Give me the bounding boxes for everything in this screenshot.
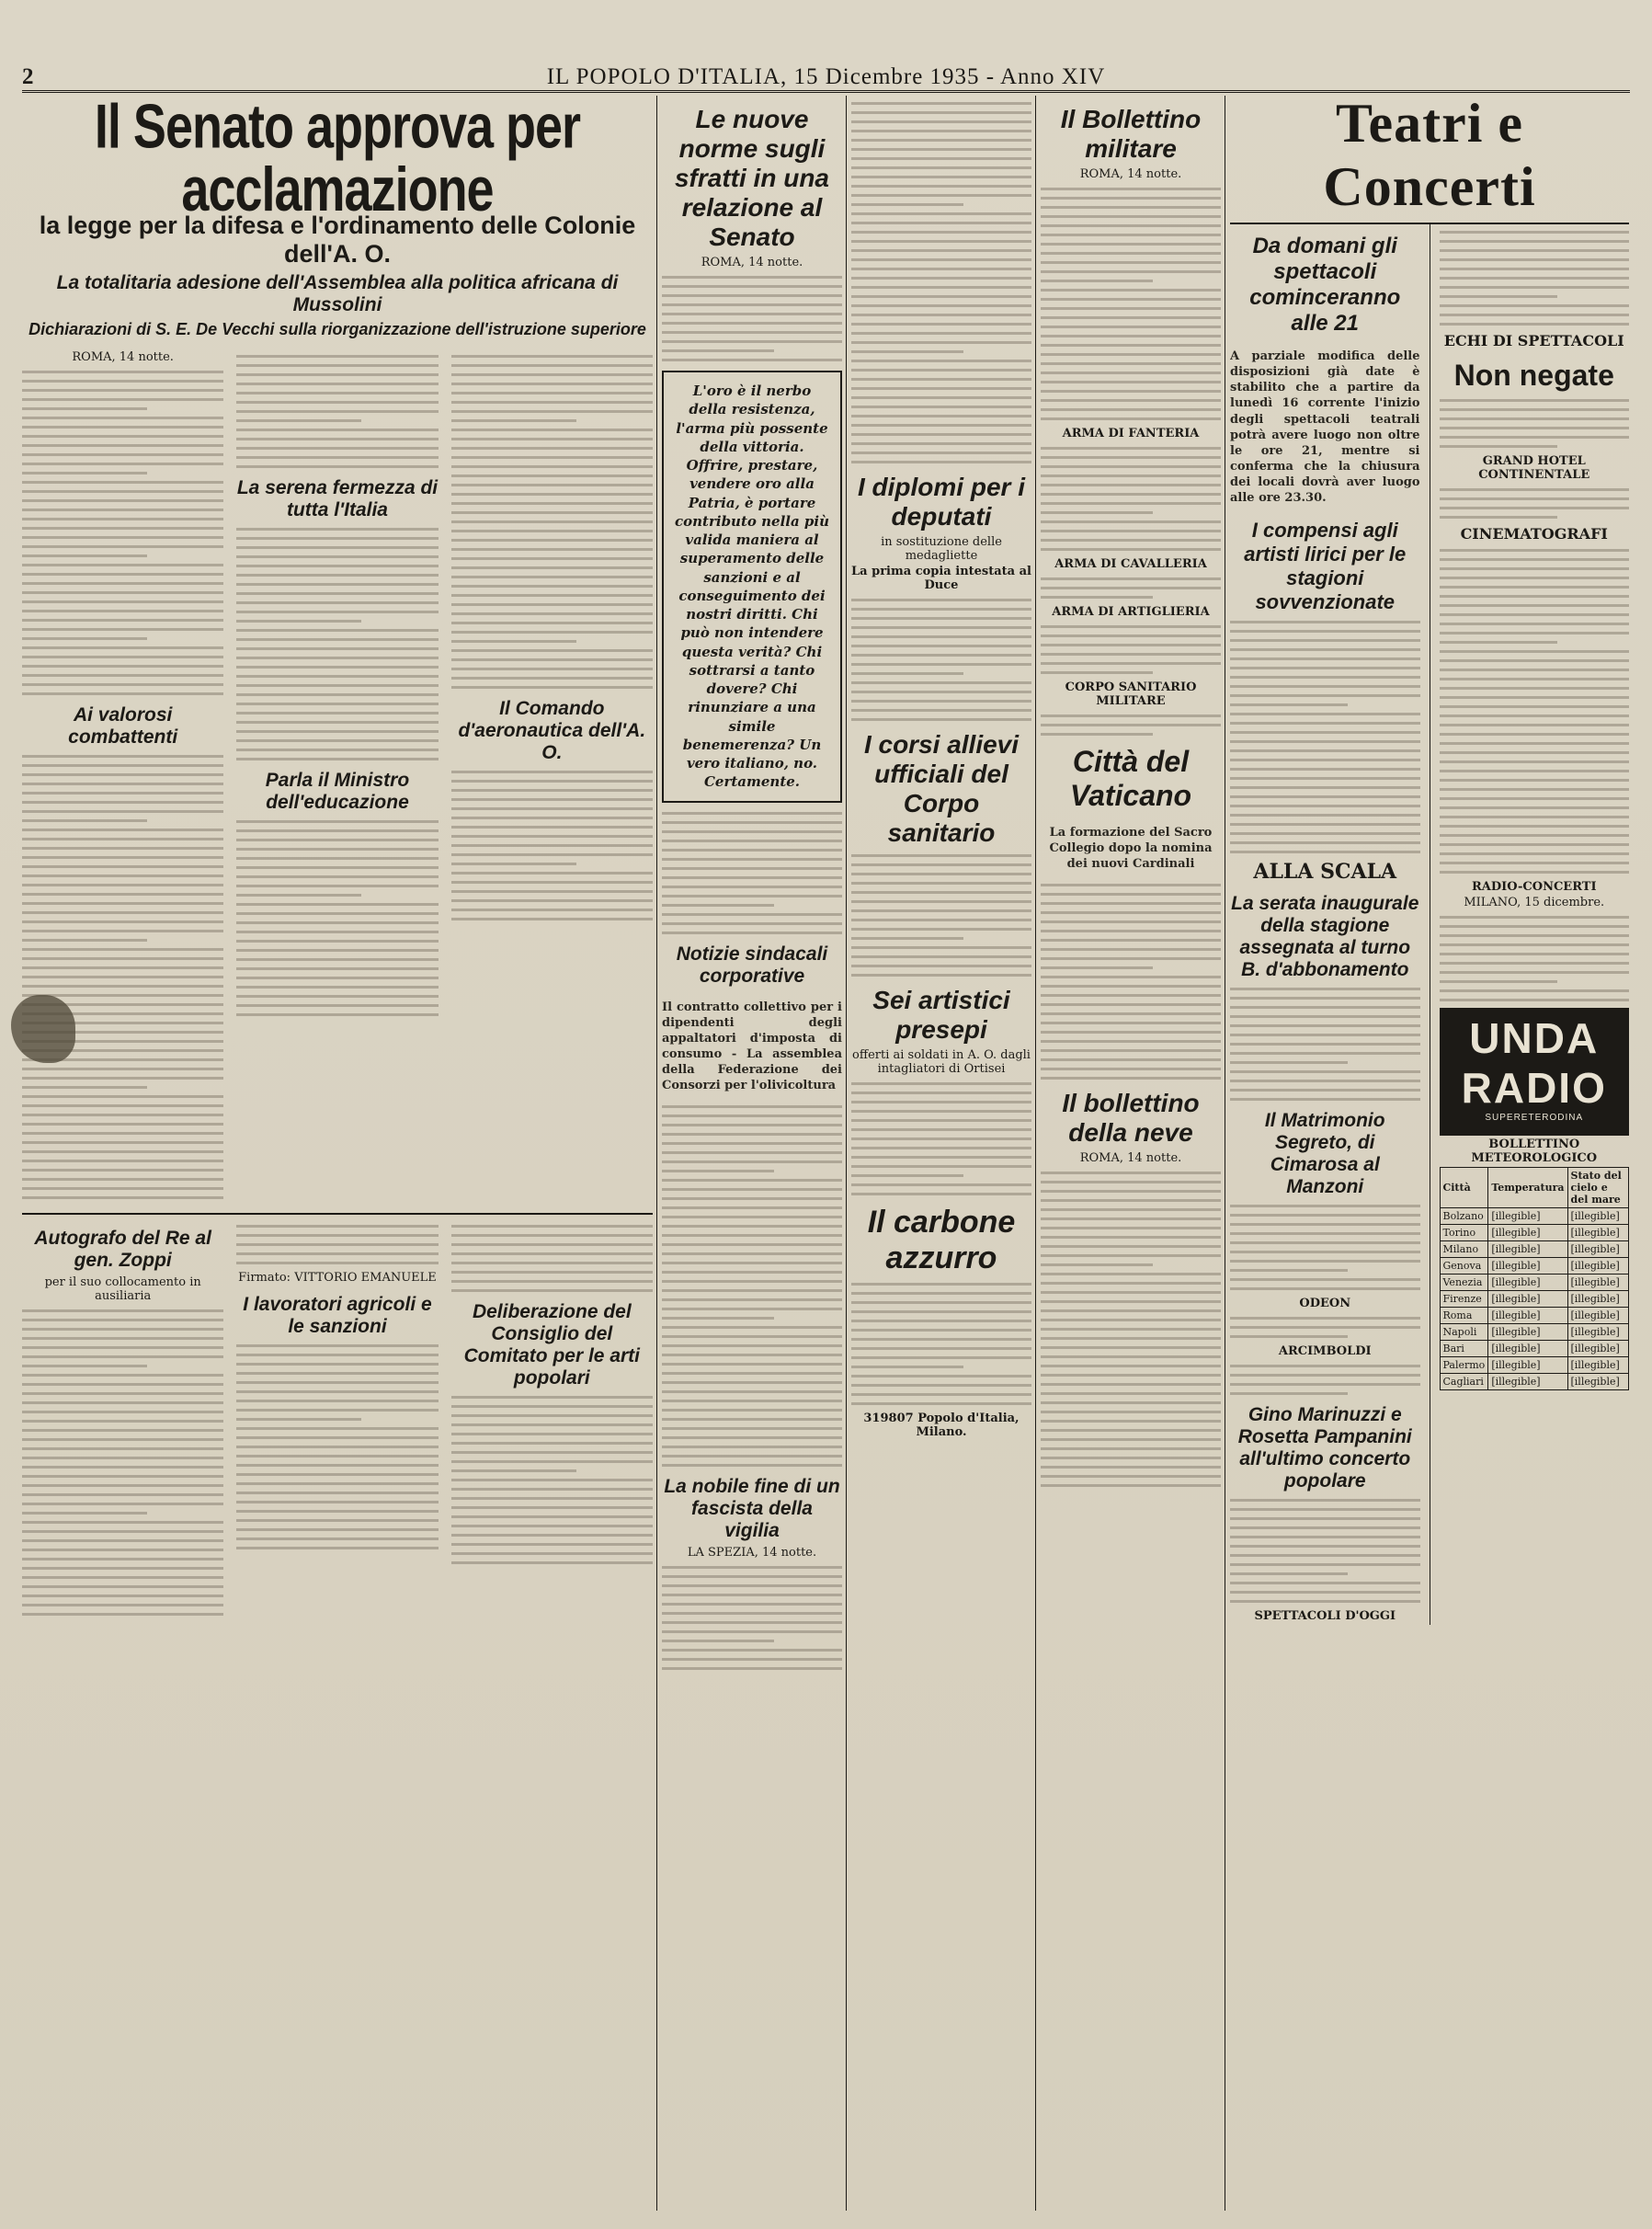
article-text-block bbox=[451, 355, 653, 689]
vaticano-title: Città del Vaticano bbox=[1069, 745, 1192, 812]
serata-title: La serata inaugurale della stagione assegnata al turno B. d'abbonamento bbox=[1231, 892, 1419, 980]
meteo-cell: Genova bbox=[1440, 1258, 1488, 1275]
meteo-cell: Milano bbox=[1440, 1241, 1488, 1258]
article-text-block bbox=[851, 102, 1031, 463]
meteo-cell: [illegible] bbox=[1488, 1291, 1567, 1308]
article-text-block bbox=[236, 820, 438, 1016]
meteo-cell: [illegible] bbox=[1567, 1341, 1629, 1357]
nobile-fine-title: La nobile fine di un fascista della vigilia bbox=[664, 1476, 840, 1542]
meteo-cell: Venezia bbox=[1440, 1275, 1488, 1291]
article-text-block bbox=[1041, 188, 1221, 420]
unda-radio-ad bbox=[1440, 1008, 1630, 1136]
diplomi-subtitle: in sostituzione delle medagliette bbox=[881, 535, 1002, 563]
article-text-block bbox=[236, 1225, 438, 1264]
matrimonio-title: Il Matrimonio Segreto, di Cimarosa al Manzoni bbox=[1264, 1109, 1385, 1197]
article-text-block bbox=[236, 355, 438, 468]
notizie-subtitle: Il contratto collettivo per i dipendenti degli appaltatori d'imposta di consumo - La assemblea della Federazione dei Consorzi per l'olivicoltura bbox=[662, 1000, 842, 1093]
column-diplomi bbox=[851, 96, 1031, 1441]
article-text-block bbox=[662, 1566, 842, 1670]
spettacoli-oggi: SPETTACOLI D'OGGI bbox=[1254, 1608, 1396, 1623]
arma-cavalleria: ARMA DI CAVALLERIA bbox=[1054, 557, 1207, 571]
meteo-cell: [illegible] bbox=[1567, 1324, 1629, 1341]
article-text-block bbox=[851, 1082, 1031, 1195]
section-title-aeronautica: Il Comando d'aeronautica dell'A. O. bbox=[458, 698, 646, 764]
meteo-row bbox=[1440, 1208, 1629, 1225]
meteo-row bbox=[1440, 1374, 1629, 1390]
diplomi-title: I diplomi per i deputati bbox=[857, 473, 1025, 531]
neve-dateline: ROMA, 14 notte. bbox=[1079, 1151, 1182, 1166]
meteo-cell: Bolzano bbox=[1440, 1208, 1488, 1225]
meteo-row bbox=[1440, 1341, 1629, 1357]
article-text-block bbox=[851, 599, 1031, 721]
column-sfratti bbox=[662, 96, 842, 1676]
section-title-fermezza: La serena fermezza di tutta l'Italia bbox=[236, 477, 439, 521]
meteo-cell: [illegible] bbox=[1488, 1275, 1567, 1291]
article-text-block bbox=[1230, 1499, 1420, 1603]
article-text-block bbox=[22, 755, 223, 1199]
compensi-title: I compensi agli artisti lirici per le stagioni sovvenzionate bbox=[1244, 518, 1407, 613]
meteo-cell: [illegible] bbox=[1567, 1225, 1629, 1241]
meteo-row bbox=[1440, 1324, 1629, 1341]
deliberazione-title: Deliberazione del Consiglio del Comitato per le arti popolari bbox=[463, 1301, 640, 1389]
lead-headline: Il Senato approva per acclamazione bbox=[94, 96, 581, 225]
bollettino-dateline: ROMA, 14 notte. bbox=[1079, 167, 1182, 181]
grand-hotel: GRAND HOTEL CONTINENTALE bbox=[1478, 454, 1590, 482]
article-text-block bbox=[451, 1225, 653, 1292]
article-text-block bbox=[851, 1283, 1031, 1405]
meteo-cell: [illegible] bbox=[1567, 1208, 1629, 1225]
article-text-block bbox=[22, 371, 223, 695]
paper-stain bbox=[11, 995, 75, 1063]
cinematografi: CINEMATOGRAFI bbox=[1460, 525, 1608, 543]
meteo-cell: [illegible] bbox=[1488, 1258, 1567, 1275]
article-text-block bbox=[1041, 625, 1221, 674]
vaticano-subtitle: La formazione del Sacro Collegio dopo la nomina dei nuovi Cardinali bbox=[1049, 826, 1213, 872]
article-text-block bbox=[1041, 447, 1221, 551]
article-text-block bbox=[22, 1309, 223, 1616]
lead-article bbox=[22, 96, 653, 1622]
article-text-block bbox=[1440, 399, 1630, 448]
unda-brand: UNDA RADIO bbox=[1461, 1014, 1607, 1112]
meteo-row bbox=[1440, 1258, 1629, 1275]
meteo-cell: [illegible] bbox=[1488, 1241, 1567, 1258]
odeon: ODEON bbox=[1299, 1296, 1351, 1310]
article-text-block bbox=[851, 854, 1031, 977]
article-text-block bbox=[1041, 1172, 1221, 1487]
meteo-header: Città bbox=[1440, 1168, 1488, 1208]
arma-artiglieria: ARMA DI ARTIGLIERIA bbox=[1052, 605, 1210, 619]
article-text-block bbox=[236, 528, 438, 760]
meteo-cell: Torino bbox=[1440, 1225, 1488, 1241]
article-text-block bbox=[1041, 884, 1221, 1080]
meteo-cell: [illegible] bbox=[1567, 1308, 1629, 1324]
footer-ad: 319807 Popolo d'Italia, Milano. bbox=[863, 1412, 1020, 1439]
article-text-block bbox=[1230, 988, 1420, 1101]
teatri-section bbox=[1230, 92, 1629, 1625]
article-text-block bbox=[236, 1344, 438, 1549]
article-text-block bbox=[662, 276, 842, 361]
oro-appeal-box: L'oro è il nerbo della resistenza, l'arma più possente della vittoria. Offrire, prestare, vendere oro alla Patria, è portare contributo nella più valida maniera al superamento delle sanzioni e al conseguimento dei nostri diritti. Chi può non intendere questa verità? Chi sottrarsi a tanto dovere? Chi rinunziare a una simile benemerenza? Un vero italiano, no. Certamente. bbox=[662, 371, 842, 803]
meteo-row bbox=[1440, 1291, 1629, 1308]
meteo-row bbox=[1440, 1275, 1629, 1291]
meteo-cell: [illegible] bbox=[1567, 1241, 1629, 1258]
article-text-block bbox=[1230, 1365, 1420, 1395]
diplomi-subtitle-2: La prima copia intestata al Duce bbox=[851, 565, 1031, 592]
marinuzzi-title: Gino Marinuzzi e Rosetta Pampanini all'ultimo concerto popolare bbox=[1237, 1403, 1412, 1492]
arma-fanteria: ARMA DI FANTERIA bbox=[1062, 427, 1200, 440]
meteo-cell: [illegible] bbox=[1488, 1374, 1567, 1390]
meteo-table bbox=[1440, 1167, 1630, 1390]
carbone-title: Il carbone azzurro bbox=[867, 1205, 1016, 1275]
meteo-cell: [illegible] bbox=[1488, 1208, 1567, 1225]
page-number: 2 bbox=[22, 64, 35, 89]
lead-subheadline-2: La totalitaria adesione dell'Assemblea alla politica africana di Mussolini bbox=[56, 272, 619, 316]
article-text-block bbox=[662, 812, 842, 934]
article-text-block bbox=[451, 771, 653, 920]
corsi-title: I corsi allievi ufficiali del Corpo sanitario bbox=[863, 730, 1020, 847]
echi-title: ECHI DI SPETTACOLI bbox=[1443, 332, 1624, 349]
section-title-ministro: Parla il Ministro dell'educazione bbox=[265, 770, 410, 814]
article-text-block bbox=[662, 1105, 842, 1467]
meteo-cell: Roma bbox=[1440, 1308, 1488, 1324]
lead-dateline: ROMA, 14 notte. bbox=[72, 350, 174, 365]
arcimboldi: ARCIMBOLDI bbox=[1278, 1343, 1372, 1358]
presepi-title: Sei artistici presepi bbox=[872, 986, 1010, 1044]
meteo-cell: [illegible] bbox=[1567, 1357, 1629, 1374]
bollettino-title: Il Bollettino militare bbox=[1060, 105, 1202, 163]
meteo-cell: Napoli bbox=[1440, 1324, 1488, 1341]
meteo-cell: [illegible] bbox=[1567, 1258, 1629, 1275]
presepi-subtitle: offerti ai soldati in A. O. dagli intagliatori di Ortisei bbox=[852, 1048, 1031, 1076]
article-text-block bbox=[1440, 488, 1630, 519]
meteo-cell: [illegible] bbox=[1488, 1308, 1567, 1324]
masthead: IL POPOLO D'ITALIA, 15 Dicembre 1935 - Anno XIV bbox=[546, 64, 1106, 89]
meteo-cell: [illegible] bbox=[1488, 1225, 1567, 1241]
page-header bbox=[22, 57, 1630, 93]
meteo-cell: [illegible] bbox=[1567, 1374, 1629, 1390]
article-text-block bbox=[1230, 1317, 1420, 1338]
meteo-header: Temperatura bbox=[1488, 1168, 1567, 1208]
meteo-title: BOLLETTINO METEOROLOGICO bbox=[1471, 1137, 1598, 1165]
meteo-row bbox=[1440, 1308, 1629, 1324]
decree-signature: Firmato: VITTORIO EMANUELE bbox=[238, 1271, 437, 1286]
meteo-cell: [illegible] bbox=[1567, 1275, 1629, 1291]
autografo-subtitle: per il suo collocamento in ausiliaria bbox=[44, 1275, 201, 1304]
lavoratori-title: I lavoratori agricoli e le sanzioni bbox=[243, 1294, 432, 1338]
article-text-block bbox=[1230, 621, 1420, 853]
meteo-cell: Cagliari bbox=[1440, 1374, 1488, 1390]
column-echi bbox=[1440, 224, 1630, 1625]
unda-small: SUPERETERODINA bbox=[1485, 1113, 1584, 1123]
notizie-title: Notizie sindacali corporative bbox=[676, 943, 828, 987]
lead-subheadline-3: Dichiarazioni di S. E. De Vecchi sulla riorganizzazione dell'istruzione superiore bbox=[28, 320, 646, 339]
article-text-block bbox=[451, 1396, 653, 1564]
radio-concerti: RADIO-CONCERTI bbox=[1471, 880, 1597, 894]
meteo-cell: Bari bbox=[1440, 1341, 1488, 1357]
nobile-dateline: LA SPEZIA, 14 notte. bbox=[687, 1546, 817, 1560]
meteo-header: Stato del cielo e del mare bbox=[1567, 1168, 1629, 1208]
meteo-row bbox=[1440, 1241, 1629, 1258]
corpo-sanitario: CORPO SANITARIO MILITARE bbox=[1065, 680, 1197, 708]
column-bollettino bbox=[1041, 96, 1221, 1493]
article-text-block bbox=[1440, 231, 1630, 326]
article-text-block bbox=[1041, 714, 1221, 736]
non-negate: Non negate bbox=[1453, 359, 1614, 392]
sfratti-dateline: ROMA, 14 notte. bbox=[701, 256, 803, 269]
radio-dateline: MILANO, 15 dicembre. bbox=[1464, 896, 1605, 909]
meteo-cell: Palermo bbox=[1440, 1357, 1488, 1374]
meteo-cell: [illegible] bbox=[1567, 1291, 1629, 1308]
article-text-block bbox=[1041, 577, 1221, 599]
meteo-row bbox=[1440, 1357, 1629, 1374]
sfratti-headline: Le nuove norme sugli sfratti in una relazione al Senato bbox=[674, 105, 829, 251]
article-text-block bbox=[1440, 916, 1630, 1001]
meteo-cell: [illegible] bbox=[1488, 1341, 1567, 1357]
meteo-cell: [illegible] bbox=[1488, 1357, 1567, 1374]
column-teatri bbox=[1230, 224, 1420, 1625]
article-text-block bbox=[1440, 549, 1630, 874]
article-text-block bbox=[1230, 1205, 1420, 1290]
neve-title: Il bollettino della neve bbox=[1062, 1089, 1200, 1148]
section-title-combattenti: Ai valorosi combattenti bbox=[68, 704, 178, 749]
meteo-cell: [illegible] bbox=[1488, 1324, 1567, 1341]
spettacoli-lead: A parziale modifica delle disposizioni già date è stabilito che a partire da lunedì 16 corrente l'inizio degli spettacoli teatrali potrà avere luogo non oltre le ore 21, mentre si conferma che la chiusura dei locali dovrà aver luogo alle ore 23.30. bbox=[1230, 349, 1420, 506]
alla-scala: ALLA SCALA bbox=[1253, 859, 1397, 884]
autografo-title: Autografo del Re al gen. Zoppi bbox=[34, 1228, 211, 1272]
lead-subheadline: la legge per la difesa e l'ordinamento delle Colonie dell'A. O. bbox=[39, 211, 636, 269]
meteo-row bbox=[1440, 1225, 1629, 1241]
meteo-cell: Firenze bbox=[1440, 1291, 1488, 1308]
teatri-title: Teatri e Concerti bbox=[1323, 93, 1536, 217]
spettacoli-title: Da domani gli spettacoli cominceranno alle 21 bbox=[1249, 234, 1401, 336]
